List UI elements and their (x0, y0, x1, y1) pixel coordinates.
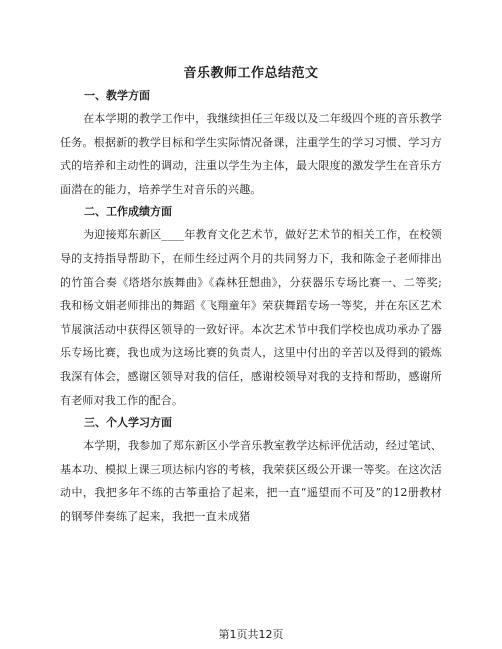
section-paragraph-achievements: 为迎接郑东新区____年教育文化艺术节，做好艺术节的相关工作，在校领导的支持指导帮助下，在师生经过两个月的共同努力下，我和陈金子老师排出的竹笛合奏《塔塔尔族舞曲》《森林狂想曲》，分获器乐专场比赛一、二等奖;我和杨文娟老师排出的舞蹈《飞翔童年》荣获舞蹈专场一等奖，并在东区艺术节展演活动中获得区领导的一致好评。本次艺术节中我们学校也成功承办了器乐专场比赛，我也成为这场比赛的负责人，这里中付出的辛苦以及得到的锻炼我深有体会，感谢区领导对我的信任，感谢校领导对我的支持和帮助，感谢所有老师对我工作的配合。 (60, 228, 442, 407)
section-heading-personal-study: 三、个人学习方面 (84, 416, 172, 430)
page-number-footer: 第1页共12页 (218, 628, 284, 641)
document-body (60, 88, 442, 529)
section-paragraph-teaching: 在本学期的教学工作中，我继续担任三年级以及二年级四个班的音乐教学任务。根据新的教学目标和学生实际情况备课，注重学生的学习习惯、学习方式的培养和主动性的调动，注重以学生为主体，最大限度的激发学生在音乐方面潜在的能力，培养学生对音乐的兴趣。 (60, 112, 442, 196)
section-heading-achievements: 二、工作成绩方面 (84, 205, 172, 219)
section-heading-teaching: 一、教学方面 (84, 89, 150, 102)
document-title: 音乐教师工作总结范文 (183, 66, 319, 81)
section-paragraph-personal-study: 本学期，我参加了郑东新区小学音乐教室教学达标评优活动，经过笔试、基本功、模拟上课三项达标内容的考核，我荣获区级公开课一等奖。在这次活动中，我把多年不练的古筝重拾了起来，把一直“遥望而不可及”的12册教材的钢琴伴奏练了起来，我把一直未成猪 (60, 439, 442, 523)
